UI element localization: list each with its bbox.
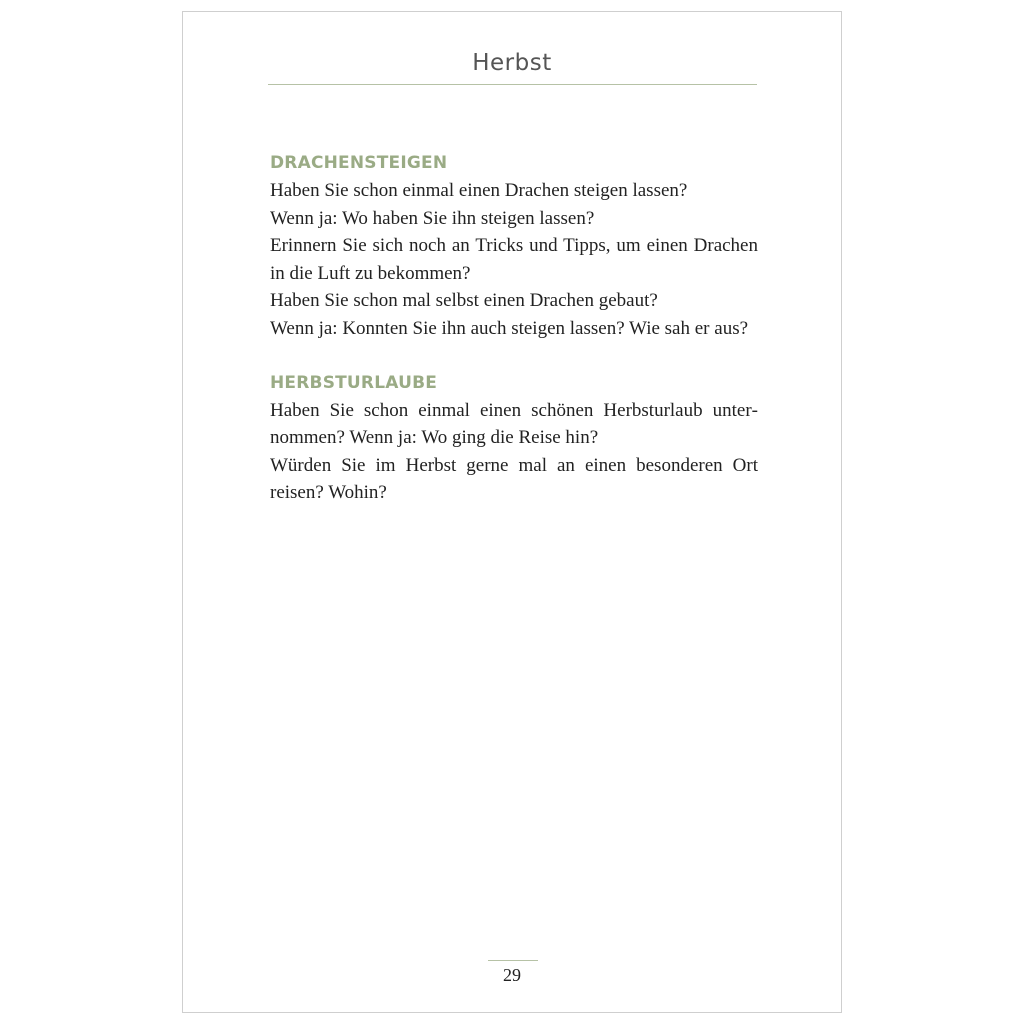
book-page (182, 11, 842, 1013)
question-paragraph: Haben Sie schon einmal einen schönen Herbsturlaub unternommen? Wenn ja: Wo ging die Reise hin? (270, 399, 758, 449)
question-paragraph: Haben Sie schon einmal einen Drachen steigen lassen? (270, 180, 688, 201)
question-paragraph: Wenn ja: Konnten Sie ihn auch steigen lassen? Wie sah er aus? (270, 317, 749, 339)
section-drachensteigen (270, 150, 758, 343)
question-paragraph: Wenn ja: Wo haben Sie ihn steigen lassen? (270, 207, 595, 229)
section-heading: HERBSTURLAUBE (270, 372, 438, 393)
page-number: 29 (503, 965, 521, 985)
page-content (270, 150, 758, 507)
question-paragraph: Würden Sie im Herbst gerne mal an einen besonderen Ort reisen? Wohin? (270, 454, 758, 504)
question-paragraph: Erinnern Sie sich noch an Tricks und Tipps, um einen Drachen in die Luft zu bekommen? (270, 235, 758, 284)
footer-divider (488, 960, 538, 961)
running-header-title: Herbst (472, 50, 552, 76)
header-divider (268, 84, 757, 85)
section-herbsturlaube (270, 370, 758, 507)
section-heading: DRACHENSTEIGEN (270, 153, 448, 173)
question-paragraph: Haben Sie schon mal selbst einen Drachen gebaut? (270, 290, 658, 312)
